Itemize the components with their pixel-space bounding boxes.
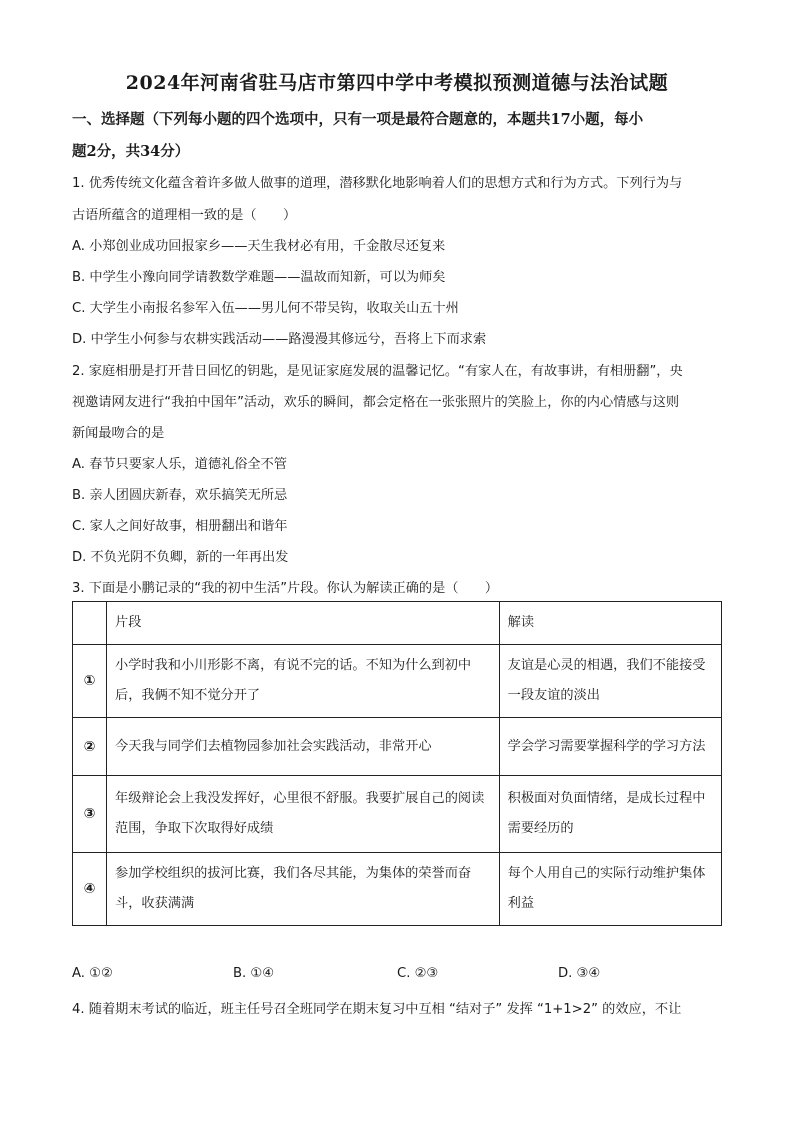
table-header-num: [73, 602, 107, 645]
q2-option-d: D. 不负光阴不负卿，新的一年再出发: [72, 550, 289, 565]
q1-option-b: B. 中学生小豫向同学请教数学难题——温故而知新，可以为师矣: [72, 270, 446, 285]
row-segment: 今天我与同学们去植物园参加社会实践活动，非常开心: [107, 718, 500, 776]
row-interp: 友谊是心灵的相遇，我们不能接受一段友谊的淡出: [499, 645, 721, 718]
row-segment: 年级辩论会上我没发挥好，心里很不舒服。我要扩展自己的阅读范围，争取下次取得好成绩: [107, 776, 500, 853]
q1-stem-line-1: 1. 优秀传统文化蕴含着许多做人做事的道理，潜移默化地影响着人们的思想方式和行为方式。下列行为与: [72, 176, 683, 191]
row-number: ③: [73, 776, 107, 853]
table-header-interp: 解读: [499, 602, 721, 645]
q2-option-b: B. 亲人团圆庆新春，欢乐搞笑无所忌: [72, 488, 288, 503]
q2-option-a: A. 春节只要家人乐，道德礼俗全不管: [72, 457, 287, 472]
q1-option-d: D. 中学生小何参与农耕实践活动——路漫漫其修远兮，吾将上下而求索: [72, 332, 487, 347]
table-row: [73, 718, 722, 776]
q2-stem-line-3: 新闻最吻合的是: [72, 426, 165, 441]
row-interp: 每个人用自己的实际行动维护集体利益: [499, 853, 721, 926]
q2-option-c: C. 家人之间好故事，相册翻出和谐年: [72, 519, 288, 534]
section-heading-line-2: 题2分，共34分）: [72, 143, 190, 160]
row-number: ②: [73, 718, 107, 776]
row-number: ①: [73, 645, 107, 718]
q1-option-a: A. 小郑创业成功回报家乡——天生我材必有用，千金散尽还复来: [72, 239, 446, 254]
table-row: [73, 853, 722, 926]
row-interp: 积极面对负面情绪，是成长过程中需要经历的: [499, 776, 721, 853]
q3-option-c: C. ②③: [397, 966, 439, 981]
table-row: [73, 645, 722, 718]
q3-stem: 3. 下面是小鹏记录的“我的初中生活”片段。你认为解读正确的是（ ）: [72, 581, 499, 596]
q2-stem-line-2: 视邀请网友进行“我拍中国年”活动，欢乐的瞬间，都会定格在一张张照片的笑脸上，你的内心情感与这则: [72, 395, 680, 410]
q3-option-b: B. ①④: [233, 966, 275, 981]
section-heading: [72, 104, 722, 168]
row-segment: 小学时我和小川形影不离，有说不完的话。不知为什么到初中后，我俩不知不觉分开了: [107, 645, 500, 718]
q3-table: [72, 601, 722, 926]
q1-stem-line-2: 古语所蕴含的道理相一致的是（ ）: [72, 208, 297, 223]
row-segment: 参加学校组织的拔河比赛，我们各尽其能，为集体的荣誉而奋斗，收获满满: [107, 853, 500, 926]
q3-option-d: D. ③④: [558, 966, 601, 981]
section-heading-line-1: 一、选择题（下列每小题的四个选项中，只有一项是最符合题意的，本题共17小题，每小: [72, 111, 644, 128]
page-title: 2024年河南省驻马店市第四中学中考模拟预测道德与法治试题: [125, 72, 669, 94]
row-interp: 学会学习需要掌握科学的学习方法: [499, 718, 721, 776]
q3-option-a: A. ①②: [72, 966, 113, 981]
table-header-row: [73, 602, 722, 645]
table-header-segment: 片段: [107, 602, 500, 645]
q1-option-c: C. 大学生小南报名参军入伍——男儿何不带吴钩，收取关山五十州: [72, 301, 459, 316]
row-number: ④: [73, 853, 107, 926]
q4-stem-line-1: 4. 随着期末考试的临近，班主任号召全班同学在期末复习中互相 “结对子” 发挥 “1+1>2” 的效应，不让: [72, 1002, 682, 1017]
q2-stem-line-1: 2. 家庭相册是打开昔日回忆的钥匙，是见证家庭发展的温馨记忆。“有家人在，有故事讲，有相册翻”，央: [72, 364, 683, 379]
table-row: [73, 776, 722, 853]
